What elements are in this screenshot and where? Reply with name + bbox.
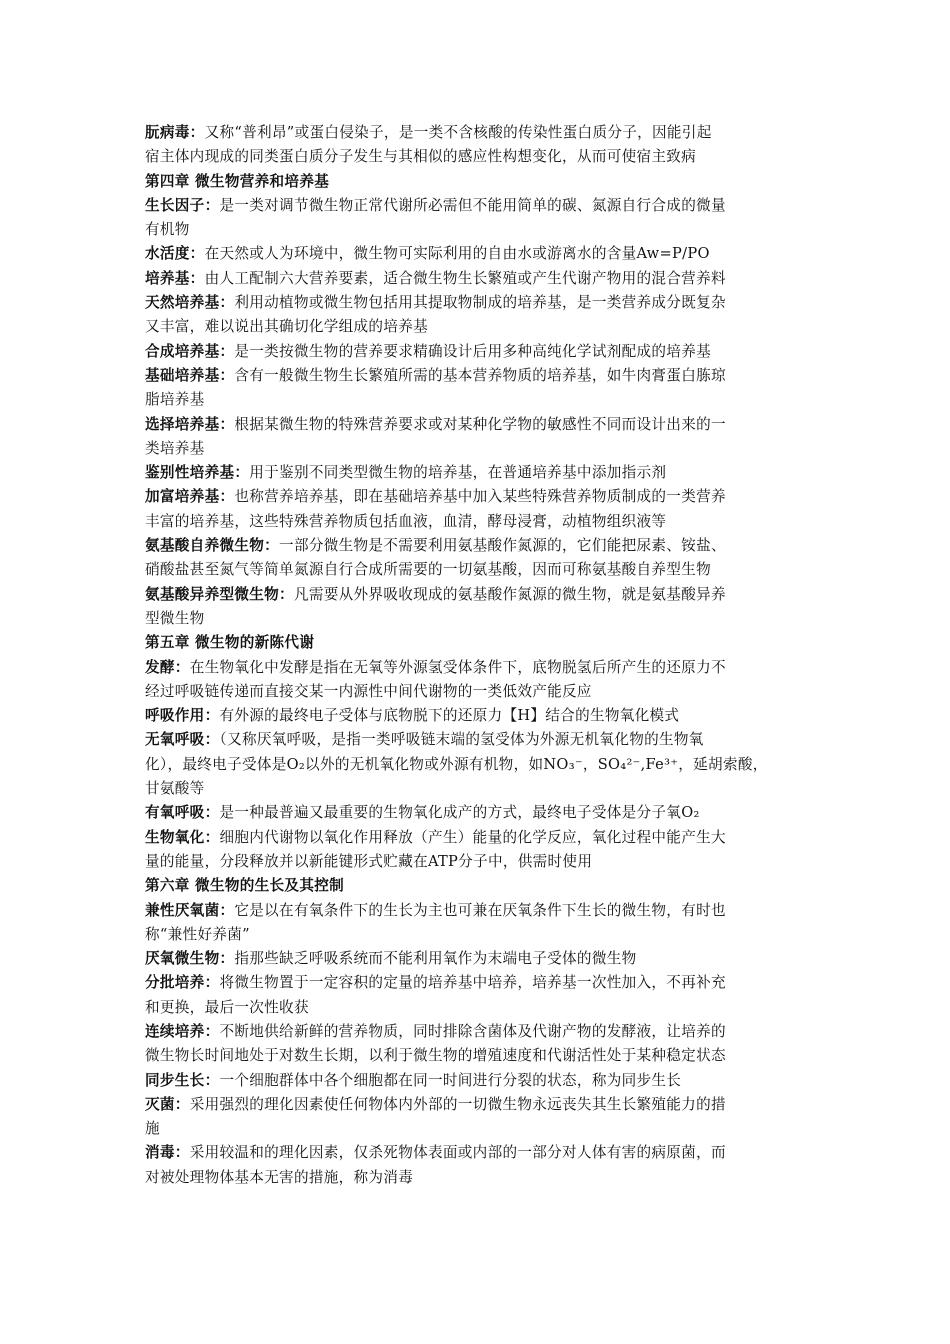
definition-line [145,753,813,777]
definition-text: 指那些缺乏呼吸系统而不能利用氧作为末端电子受体的微生物 [234,950,637,968]
definition-line [145,1093,813,1117]
definition-text: 对被处理物体基本无害的措施，称为消毒 [145,1168,414,1186]
definition-entry [145,971,813,1020]
definition-entry [145,947,813,971]
definition-entry [145,656,813,705]
definition-line [145,267,813,291]
definition-text: 含有一般微生物生长繁殖所需的基本营养物质的培养基，如牛肉膏蛋白胨琼 [234,366,726,384]
definition-entry [145,1093,813,1142]
definition-text: 由人工配制六大营养要素，适合微生物生长繁殖或产生代谢产物用的混合营养料 [204,269,726,287]
definition-entry [145,242,813,266]
definition-line [145,121,813,145]
chapter-heading: 第六章 微生物的生长及其控制 [145,877,345,895]
definition-line [145,947,813,971]
definition-term: 加富培养基： [145,488,235,506]
definition-text: 丰富的培养基，这些特殊营养物质包括血液，血清，酵母浸膏，动植物组织液等 [145,512,667,530]
definition-text: 在天然或人为环境中，微生物可实际利用的自由水或游离水的含量Aw=P/PO [204,245,710,263]
definition-line [145,777,813,801]
definition-text: 在生物氧化中发酵是指在无氧等外源氢受体条件下，底物脱氢后所产生的还原力不 [189,658,726,676]
definition-line [145,364,813,388]
definition-entry [145,899,813,948]
definition-term: 灭菌： [145,1095,190,1113]
definition-line [145,728,813,752]
definition-line [145,607,813,631]
definition-entry [145,534,813,583]
definition-text: 又丰富，难以说出其确切化学组成的培养基 [145,318,428,336]
definition-text: 型微生物 [145,609,205,627]
definition-line [145,1069,813,1093]
definition-term: 培养基： [145,269,205,287]
definition-text: 是一类对调节微生物正常代谢所必需但不能用简单的碳、氮源自行合成的微量 [219,196,726,214]
definition-term: 同步生长： [145,1071,220,1089]
definition-text: 将微生物置于一定容积的定量的培养基中培养，培养基一次性加入，不再补充 [219,974,726,992]
definition-text: 化），最终电子受体是O₂以外的无机氧化物或外源有机物，如NO₃⁻，SO₄²⁻,Fe³⁺，延胡索酸， [145,755,768,773]
definition-text: 也称营养培养基，即在基础培养基中加入某些特殊营养物质制成的一类营养 [234,488,726,506]
definition-line [145,315,813,339]
definition-term: 氨基酸异养型微生物： [145,585,294,603]
chapter-heading: 第五章 微生物的新陈代谢 [145,634,315,652]
definition-entry [145,801,813,825]
definition-line [145,656,813,680]
definition-entry [145,583,813,632]
definition-entry [145,826,813,875]
definition-text: 利用动植物或微生物包括用其提取物制成的培养基，是一类营养成分既复杂 [234,294,726,312]
definition-text: 脂培养基 [145,391,205,409]
definition-text: 甘氨酸等 [145,780,205,798]
definition-line [145,583,813,607]
definition-text: 用于鉴别不同类型微生物的培养基，在普通培养基中添加指示剂 [249,464,667,482]
definition-entry [145,364,813,413]
definition-line [145,801,813,825]
definition-text: 是一类按微生物的营养要求精确设计后用多种高纯化学试剂配成的培养基 [234,342,711,360]
definition-text: 量的能量，分段释放并以新能键形式贮藏在ATP分子中，供需时使用 [145,852,593,870]
definition-line [145,558,813,582]
definition-term: 基础培养基： [145,366,235,384]
definition-text: 有外源的最终电子受体与底物脱下的还原力【H】结合的生物氧化模式 [219,707,680,725]
definition-line [145,923,813,947]
definition-term: 鉴别性培养基： [145,464,250,482]
definition-entry [145,461,813,485]
definition-text: 类培养基 [145,439,205,457]
definition-text: 根据某微生物的特殊营养要求或对某种化学物的敏感性不同而设计出来的一 [234,415,726,433]
definition-term: 无氧呼吸： [145,731,220,749]
definition-line [145,534,813,558]
chapter-heading: 第四章 微生物营养和培养基 [145,172,330,190]
definition-line [145,1044,813,1068]
definition-text: 有机物 [145,221,190,239]
definition-term: 氨基酸自养微生物： [145,537,280,555]
definition-term: 发酵： [145,658,190,676]
definition-line [145,826,813,850]
definition-text: 称“兼性好养菌” [145,925,250,943]
definition-line [145,388,813,412]
definition-text: 采用较温和的理化因素，仅杀死物体表面或内部的一部分对人体有害的病原菌，而 [189,1144,726,1162]
definition-line [145,413,813,437]
definition-text: 采用强烈的理化因素使任何物体内外部的一切微生物永远丧失其生长繁殖能力的措 [189,1095,726,1113]
definition-line [145,218,813,242]
definition-text: 又称“普利昂”或蛋白侵染子，是一类不含核酸的传染性蛋白质分子，因能引起 [204,124,712,141]
definition-line [145,704,813,728]
definition-text: 一部分微生物是不需要利用氨基酸作氮源的，它们能把尿素、铵盐、 [279,537,726,555]
definition-text: 经过呼吸链传递而直接交某一内源性中间代谢物的一类低效产能反应 [145,682,592,700]
definition-text: 是一种最普遍又最重要的生物氧化成产的方式，最终电子受体是分子氧O₂ [219,804,700,822]
definition-term: 生长因子： [145,196,220,214]
definition-term: 生物氧化： [145,828,220,846]
definition-term: 朊病毒： [145,124,205,141]
definition-line [145,971,813,995]
definition-entry [145,485,813,534]
definition-line [145,145,813,169]
definition-text: 细胞内代谢物以氧化作用释放（产生）能量的化学反应，氧化过程中能产生大 [219,828,726,846]
definition-line [145,1141,813,1165]
definition-line [145,242,813,266]
definition-text: 它是以在有氧条件下的生长为主也可兼在厌氧条件下生长的微生物，有时也 [234,901,726,919]
definition-line [145,340,813,364]
definition-line [145,461,813,485]
definition-entry [145,267,813,291]
document-body [145,121,813,1190]
definition-term: 分批培养： [145,974,220,992]
definition-entry [145,1020,813,1069]
definition-entry [145,1069,813,1093]
definition-line [145,1117,813,1141]
definition-text: （又称厌氧呼吸，是指一类呼吸链末端的氢受体为外源无机氧化物的生物氧 [219,731,704,749]
definition-line [145,194,813,218]
definition-term: 兼性厌氧菌： [145,901,235,919]
definition-entry [145,413,813,462]
definition-entry [145,728,813,801]
definition-term: 呼吸作用： [145,707,220,725]
definition-term: 天然培养基： [145,294,235,312]
definition-line [145,680,813,704]
definition-text: 硝酸盐甚至氮气等简单氮源自行合成所需要的一切氨基酸，因而可称氨基酸自养型生物 [145,561,711,579]
definition-term: 选择培养基： [145,415,235,433]
definition-text: 凡需要从外界吸收现成的氨基酸作氮源的微生物，就是氨基酸异养 [293,585,726,603]
definition-text: 不断地供给新鲜的营养物质，同时排除含菌体及代谢产物的发酵液，让培养的 [219,1022,726,1040]
definition-entry [145,340,813,364]
definition-entry [145,121,813,170]
definition-term: 厌氧微生物： [145,950,235,968]
definition-line [145,899,813,923]
definition-line [145,1020,813,1044]
definition-text: 和更换，最后一次性收获 [145,998,309,1016]
definition-term: 合成培养基： [145,342,235,360]
definition-text: 施 [145,1120,160,1138]
definition-term: 水活度： [145,245,205,263]
definition-term: 连续培养： [145,1022,220,1040]
definition-text: 一个细胞群体中各个细胞都在同一时间进行分裂的状态，称为同步生长 [219,1071,682,1089]
definition-entry [145,291,813,340]
definition-line [145,485,813,509]
definition-line [145,291,813,315]
definition-entry [145,1141,813,1190]
definition-text: 微生物长时间地处于对数生长期，以利于微生物的增殖速度和代谢活性处于某种稳定状态 [145,1047,726,1065]
definition-line [145,510,813,534]
definition-line [145,437,813,461]
definition-text: 宿主体内现成的同类蛋白质分子发生与其相似的感应性构想变化，从而可使宿主致病 [145,148,697,166]
definition-line [145,996,813,1020]
definition-entry [145,704,813,728]
definition-line [145,850,813,874]
definition-entry [145,194,813,243]
definition-line [145,1166,813,1190]
definition-term: 消毒： [145,1144,190,1162]
definition-term: 有氧呼吸： [145,804,220,822]
